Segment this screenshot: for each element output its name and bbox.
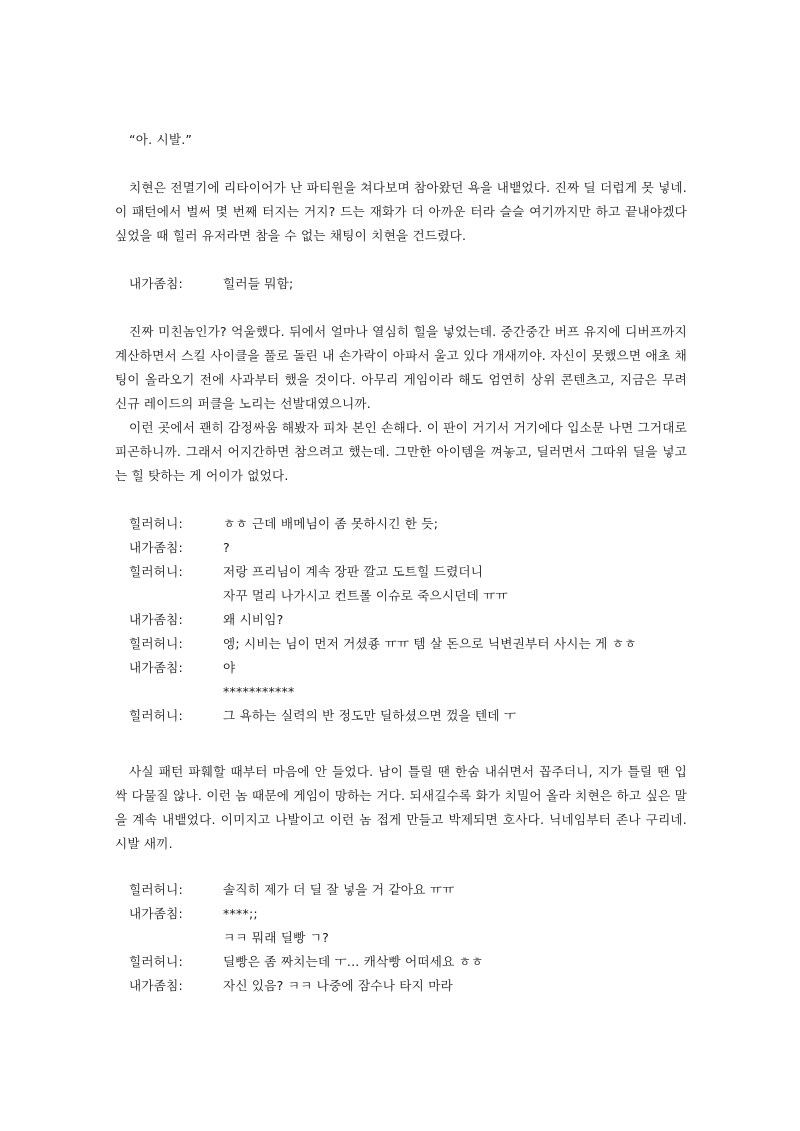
chat-message: 그 욕하는 실력의 반 정도만 딜하셨으면 껐을 텐데 ㅜ — [223, 708, 517, 723]
paragraph: 치현은 전멸기에 리타이어가 난 파티원을 쳐다보며 참아왔던 욕을 내뱉었다. 진짜 딜 더럽게 못 넣네. 이 패턴에서 벌써 몇 번째 터지는 거지? 드는 재화가 더 아까운 터라 슬슬 여기까지만 하고 끝내야겠다 싶었을 때 힐러 유저라면 참을 수 없는 채팅이 치현을 건드렸다. — [115, 180, 687, 243]
chat-speaker: 내가좀침: — [129, 612, 183, 627]
chat-speaker: 내가좀침: — [129, 906, 183, 921]
chat-speaker: 내가좀침: — [129, 978, 183, 993]
chat-speaker: 내가좀침: — [129, 660, 183, 675]
chat-line — [115, 656, 687, 680]
chat-line — [115, 902, 687, 926]
chat-line — [115, 632, 687, 656]
chat-message: 힐러들 뭐함; — [223, 276, 294, 291]
chat-line — [115, 512, 687, 536]
chat-message: 야 — [223, 660, 236, 675]
chat-log-3 — [115, 878, 687, 998]
chat-line — [115, 704, 687, 728]
chat-line — [115, 680, 687, 704]
chat-line — [115, 878, 687, 902]
paragraph: 진짜 미친놈인가? 억울했다. 뒤에서 얼마나 열심히 힐을 넣었는데. 중간중간 버프 유지에 디버프까지 계산하면서 스킬 사이클을 풀로 돌린 내 손가락이 아파서 울고 있다 개새끼야. 자신이 못했으면 애초 채팅이 올라오기 전에 사과부터 했을 것이다. 아무리 게임이라 해도 엄연히 상위 콘텐츠고, 지금은 무려 신규 레이드의 퍼클을 노리는 선발대였으니까. — [115, 324, 687, 411]
chat-line — [115, 974, 687, 998]
chat-speaker: 힐러허니: — [129, 882, 183, 897]
chat-message: *********** — [223, 684, 295, 699]
chat-speaker: 힐러허니: — [129, 708, 183, 723]
chat-message: ? — [223, 540, 230, 555]
opening-quote-block — [115, 128, 687, 152]
opening-quote: “아. 시발.” — [129, 132, 193, 147]
chat-message: 엥; 시비는 님이 먼저 거셨죵 ㅠㅠ 템 살 돈으로 닉변권부터 사시는 게 ㅎㅎ — [223, 636, 637, 651]
chat-log-1 — [115, 272, 687, 296]
chat-message: 자꾸 멀리 나가시고 컨트롤 이슈로 죽으시던데 ㅠㅠ — [223, 588, 508, 603]
chat-line — [115, 272, 687, 296]
chat-speaker: 힐러허니: — [129, 636, 183, 651]
paragraph-1-block — [115, 176, 687, 248]
paragraph-2-block — [115, 320, 687, 488]
paragraph-3-block — [115, 760, 687, 856]
chat-line — [115, 950, 687, 974]
chat-message: 왜 시비임? — [223, 612, 284, 627]
chat-log-2 — [115, 512, 687, 728]
chat-message: 저랑 프리님이 계속 장판 깔고 도트힐 드렸더니 — [223, 564, 484, 579]
chat-message: ****;; — [223, 906, 258, 921]
chat-message: 솔직히 제가 더 딜 잘 넣을 거 같아요 ㅠㅠ — [223, 882, 455, 897]
chat-line — [115, 608, 687, 632]
chat-line — [115, 926, 687, 950]
chat-line — [115, 536, 687, 560]
chat-message: 자신 있음? ㅋㅋ 나중에 잠수나 타지 마라 — [223, 978, 453, 993]
chat-speaker: 힐러허니: — [129, 516, 183, 531]
chat-message: ㅎㅎ 근데 배메님이 좀 못하시긴 한 듯; — [223, 516, 439, 531]
paragraph: 사실 패턴 파훼할 때부터 마음에 안 들었다. 남이 틀릴 땐 한숨 내쉬면서 꼽주더니, 지가 틀릴 땐 입 싹 다물질 않나. 이런 놈 때문에 게임이 망하는 거다. 되새길수록 화가 치밀어 올라 치현은 하고 싶은 말을 계속 내뱉었다. 이미지고 나발이고 이런 놈 접게 만들고 박제되면 호사다. 닉네임부터 존나 구리네. 시발 새끼. — [115, 764, 687, 851]
chat-speaker: 힐러허니: — [129, 564, 183, 579]
paragraph: 이런 곳에서 괜히 감정싸움 해봤자 피차 본인 손해다. 이 판이 거기서 거기에다 입소문 나면 그거대로 피곤하니까. 그래서 어지간하면 참으려고 했는데. 그만한 아이템을 껴놓고, 딜러면서 그따위 딜을 넣고는 힐 탓하는 게 어이가 없었다. — [115, 420, 687, 483]
chat-speaker: 내가좀침: — [129, 540, 183, 555]
chat-message: ㅋㅋ 뭐래 딜빵 ㄱ? — [223, 930, 330, 945]
chat-line — [115, 560, 687, 584]
chat-line — [115, 584, 687, 608]
chat-speaker: 내가좀침: — [129, 276, 183, 291]
chat-speaker: 힐러허니: — [129, 954, 183, 969]
chat-message: 딜빵은 좀 짜치는데 ㅜ... 캐삭빵 어떠세요 ㅎㅎ — [223, 954, 484, 969]
